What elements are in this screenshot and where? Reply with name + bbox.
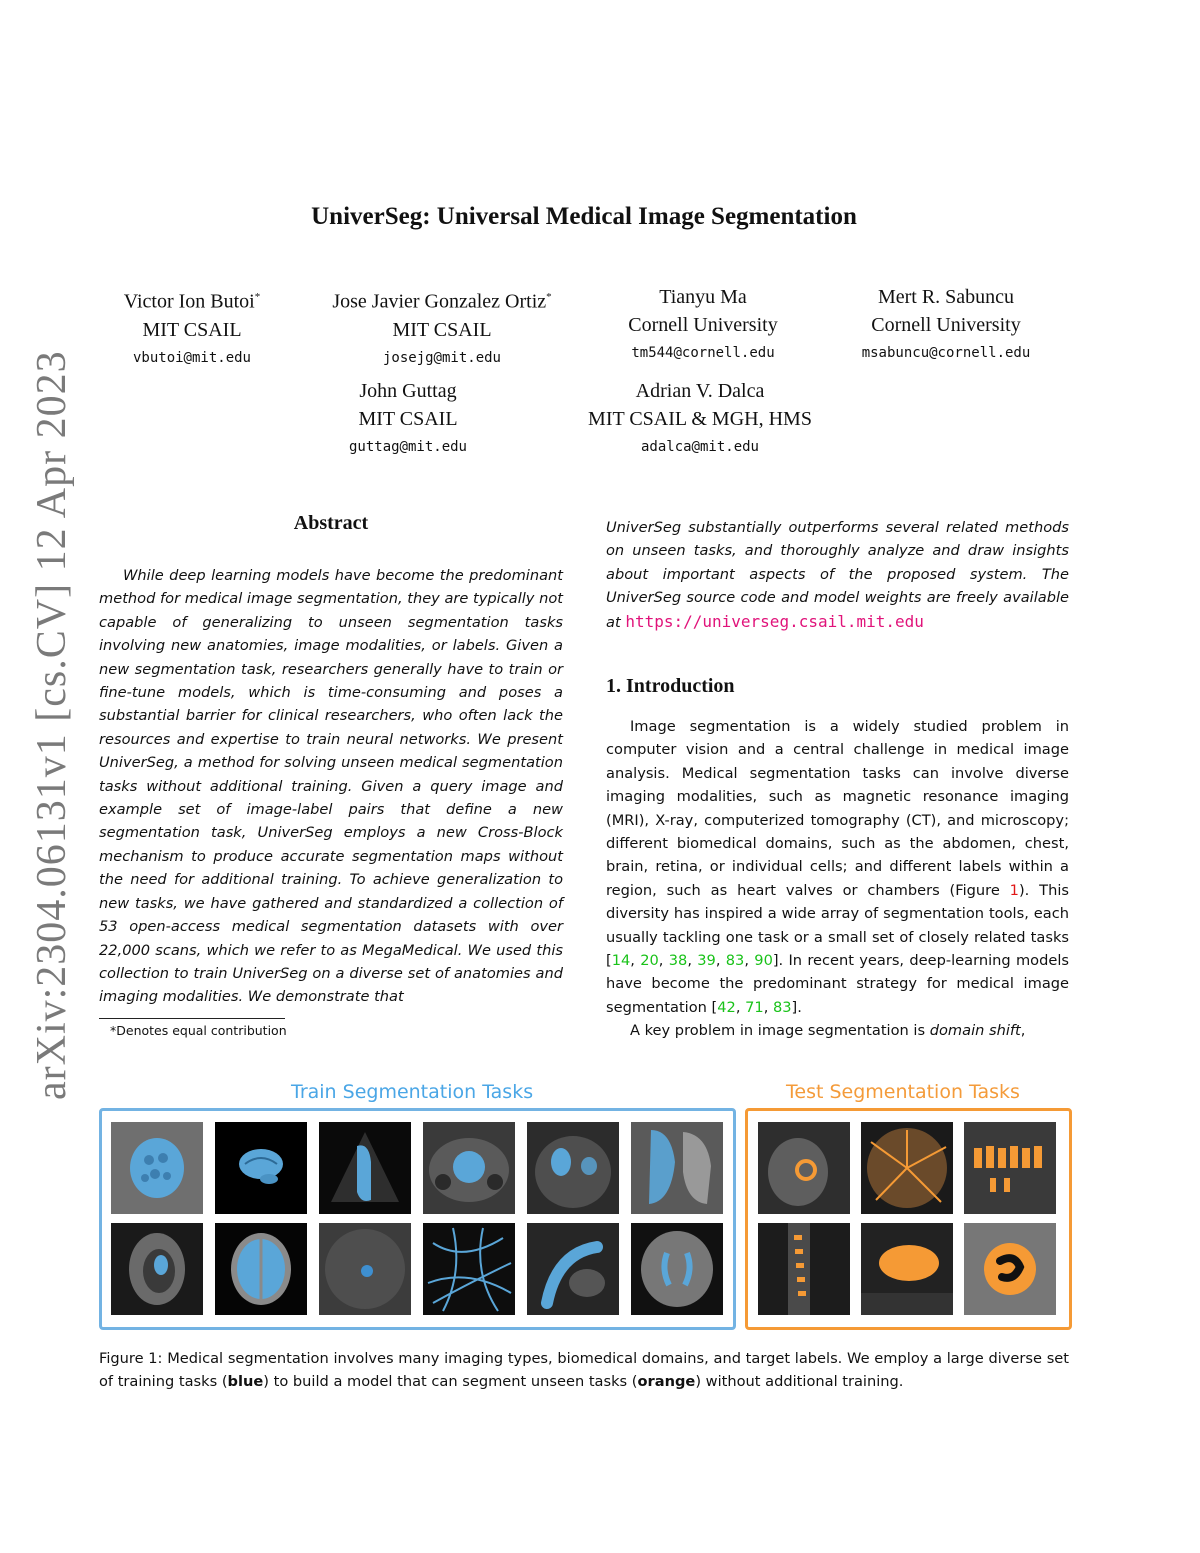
footnote: *Denotes equal contribution <box>110 1023 287 1038</box>
citation[interactable]: 90 <box>754 952 773 970</box>
abstract-heading: Abstract <box>293 512 369 534</box>
author-name: Mert R. Sabuncu <box>877 286 1015 308</box>
citation[interactable]: 42 <box>717 998 736 1016</box>
retinal-vessels-image <box>423 1223 515 1315</box>
author-email[interactable]: tm544@cornell.edu <box>631 345 775 361</box>
intro-text-run: ]. In recent years, deep-learning models have become the predominant strategy for medical image segmentation [ <box>606 952 1069 1016</box>
figure-reference[interactable]: 1 <box>1009 881 1019 899</box>
author-affiliation: MIT CSAIL <box>392 318 492 341</box>
author-name: Victor Ion Butoi <box>123 290 255 313</box>
dental-xray-image <box>964 1122 1056 1214</box>
citation[interactable]: 20 <box>640 952 659 970</box>
author-email[interactable]: vbutoi@mit.edu <box>132 349 251 366</box>
citation[interactable]: 38 <box>668 952 688 970</box>
brain-3d-image <box>215 1122 307 1214</box>
author-email[interactable]: guttag@mit.edu <box>348 439 467 455</box>
author-affiliation: MIT CSAIL & MGH, HMS <box>588 408 812 430</box>
pelvis-mri-image <box>423 1122 515 1214</box>
author-block <box>100 283 284 368</box>
introduction-body <box>606 715 1069 1043</box>
figure-caption <box>99 1347 1069 1394</box>
citation[interactable]: 14 <box>611 952 631 970</box>
caption-emphasis-orange: orange <box>637 1373 696 1391</box>
author-name: John Guttag <box>359 380 457 402</box>
ultrasound-image <box>861 1223 953 1315</box>
citation[interactable]: 83 <box>725 952 745 970</box>
author-block <box>300 283 584 368</box>
intro-paragraph: Image segmentation is a widely studied problem in computer vision and a central challenge in medical image analysis. Medical segmentation tasks can involve diverse imaging modalities, such as magnetic resonance imaging (MRI), X-ray, computerized tomography (CT), and microscopy; different biomedical domains, such as the abdomen, chest, brain, retina, or individual cells; and different labels within a region, such as heart valves or chambers (Figure 1). This diversity has inspired a wide array of segmentation tools, each usually tackling one task or a small set of closely related tasks [14, 20, 38, 39, 83, 90]. In recent years, deep-learning models have become the predominant strategy for medical image segmentation [42, 71, 83]. <box>606 718 1069 1016</box>
emphasis-term: domain shift <box>929 1022 1021 1040</box>
intro-text-run: A key problem in image segmentation is <box>630 1022 930 1040</box>
citation[interactable]: 83 <box>772 998 792 1016</box>
spine-sagittal-image <box>527 1223 619 1315</box>
fundus-vessels-image <box>861 1122 953 1214</box>
caption-text: Figure 1: Medical segmentation involves many imaging types, biomedical domains, and target labels. We employ a large diverse set of training tasks ( <box>99 1350 1069 1391</box>
intro-text-run: ). This diversity has inspired a wide array of segmentation tools, each usually tackling one task or a small set of closely related tasks [ <box>606 881 1069 970</box>
author-affiliation: Cornell University <box>871 314 1021 336</box>
author-block <box>830 283 1062 363</box>
author-affiliation: Cornell University <box>628 314 778 336</box>
test-tasks-label: Test Segmentation Tasks <box>786 1081 1020 1103</box>
test-tasks-panel <box>745 1108 1072 1330</box>
arxiv-identifier-stamp: arXiv:2304.06131v1 [cs.CV] 12 Apr 2023 <box>29 350 75 1100</box>
abstract-continuation-text: UniverSeg substantially outperforms several related methods on unseen tasks, and thoroughly analyze and draw insights about important aspects of the proposed system. The UniverSeg source code and model weights are freely available at <box>606 519 1069 631</box>
author-name: Tianyu Ma <box>659 286 747 308</box>
paper-title: UniverSeg: Universal Medical Image Segmentation <box>311 203 857 230</box>
author-email[interactable]: josejg@mit.edu <box>382 349 501 366</box>
chest-xray-image <box>631 1122 723 1214</box>
train-tasks-panel <box>99 1108 736 1330</box>
citation[interactable]: 71 <box>745 998 764 1016</box>
cell-nucleus-image <box>964 1223 1056 1315</box>
cardiac-mri-image <box>758 1122 850 1214</box>
spine-mri-image <box>758 1223 850 1315</box>
intro-paragraph <box>606 1019 1069 1042</box>
fetal-mri-image <box>111 1223 203 1315</box>
caption-text: ) without additional training. <box>695 1373 904 1391</box>
intro-text-run: , <box>1020 1022 1026 1040</box>
citation[interactable]: 39 <box>697 952 716 970</box>
author-block <box>308 377 508 457</box>
abdomen-mri-image <box>527 1122 619 1214</box>
brain-axial-image <box>215 1223 307 1315</box>
footnote-divider <box>99 1018 285 1019</box>
brain-ventricles-image <box>631 1223 723 1315</box>
author-affiliation: MIT CSAIL <box>358 408 458 430</box>
echocardiogram-image <box>319 1122 411 1214</box>
section-heading-introduction: 1. Introduction <box>606 675 735 697</box>
train-tasks-label: Train Segmentation Tasks <box>291 1081 534 1103</box>
retina-fundus-image <box>319 1223 411 1315</box>
author-name: Adrian V. Dalca <box>635 380 765 402</box>
cell-microscopy-image <box>111 1122 203 1214</box>
abstract-continuation <box>606 516 1069 634</box>
abstract-text: While deep learning models have become the predominant method for medical image segmentation, they are typically not capable of generalizing to unseen segmentation tasks involving new anatomies, image modalities, or labels. Given a new segmentation task, researchers generally have to train or fine-tune models, which is time-consuming and poses a substantial barrier for clinical researchers, who often lack the resources and expertise to train neural networks. We present UniverSeg, a method for solving unseen medical segmentation tasks without additional training. Given a query image and example set of image-label pairs that define a new segmentation task, UniverSeg employs a new Cross-Block mechanism to produce accurate segmentation maps without the need for additional training. To achieve generalization to new tasks, we have gathered and standardized a collection of 53 open-access medical segmentation datasets with over 22,000 scans, which we refer to as MegaMedical. We used this collection to train UniverSeg on a diverse set of anatomies and imaging modalities. We demonstrate that <box>99 567 563 1006</box>
author-mark: * <box>546 291 552 303</box>
author-block <box>548 377 852 457</box>
caption-text: ) to build a model that can segment unseen tasks ( <box>263 1373 638 1391</box>
author-affiliation: MIT CSAIL <box>142 318 242 341</box>
author-block <box>596 283 810 363</box>
intro-text-run: ]. <box>791 998 802 1016</box>
author-mark: * <box>254 291 261 303</box>
author-email[interactable]: msabuncu@cornell.edu <box>861 345 1031 361</box>
author-email[interactable]: adalca@mit.edu <box>640 439 759 455</box>
code-link[interactable]: https://universeg.csail.mit.edu <box>625 611 924 631</box>
caption-emphasis-blue: blue <box>227 1373 264 1391</box>
intro-text-run: Image segmentation is a widely studied problem in computer vision and a central challenge in medical image analysis. Medical segmentation tasks can involve diverse imaging modalities, such as magnetic resonance imaging (MRI), X-ray, computerized tomography (CT), and microscopy; different biomedical domains, such as the abdomen, chest, brain, retina, or individual cells; and different labels within a region, such as heart valves or chambers (Figure <box>606 718 1069 899</box>
author-name: Jose Javier Gonzalez Ortiz <box>332 290 547 313</box>
